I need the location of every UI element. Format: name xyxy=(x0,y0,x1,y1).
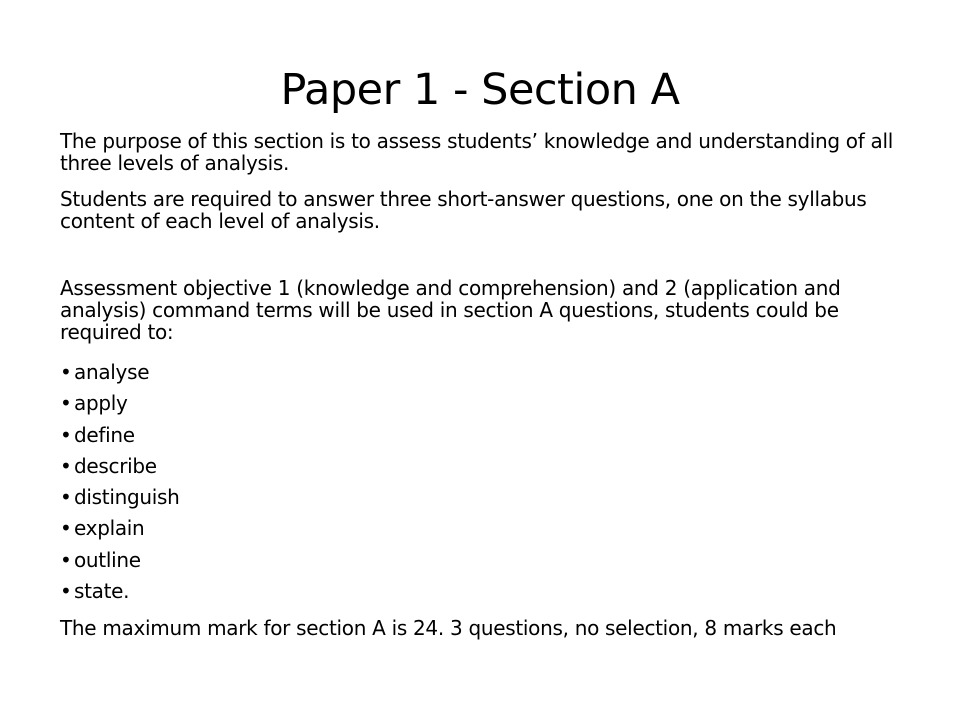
list-item xyxy=(60,424,179,455)
bullet-icon: • xyxy=(60,516,72,541)
bullet-icon: • xyxy=(60,579,72,604)
command-term: distinguish xyxy=(74,485,180,510)
command-term: outline xyxy=(74,547,141,572)
bullet-icon: • xyxy=(60,485,72,510)
list-item xyxy=(60,517,179,548)
purpose-paragraph: The purpose of this section is to assess students’ knowledge and understanding of all three levels of analysis. xyxy=(60,129,893,175)
command-term: apply xyxy=(74,391,128,416)
list-item xyxy=(60,392,179,423)
list-item xyxy=(60,361,179,392)
bullet-icon: • xyxy=(60,391,72,416)
bullet-icon: • xyxy=(60,453,72,478)
list-item xyxy=(60,486,179,517)
list-item xyxy=(60,580,179,611)
assessment-objectives-paragraph: Assessment objective 1 (knowledge and comprehension) and 2 (application and analysis) command terms will be used in section A questions, students could be required to: xyxy=(60,276,841,344)
command-term: define xyxy=(74,422,135,447)
slide-title: Paper 1 - Section A xyxy=(280,65,680,115)
command-term: analyse xyxy=(74,360,150,384)
maximum-mark-paragraph: The maximum mark for section A is 24. 3 questions, no selection, 8 marks each xyxy=(60,616,837,640)
bullet-icon: • xyxy=(60,360,72,384)
command-term: state. xyxy=(74,579,130,604)
bullet-icon: • xyxy=(60,422,72,447)
command-terms-list xyxy=(60,361,179,611)
command-term: describe xyxy=(74,453,157,478)
requirements-paragraph: Students are required to answer three short-answer questions, one on the syllabus content of each level of analysis. xyxy=(60,187,867,233)
command-term: explain xyxy=(74,516,145,541)
bullet-icon: • xyxy=(60,547,72,572)
list-item xyxy=(60,549,179,580)
list-item xyxy=(60,455,179,486)
